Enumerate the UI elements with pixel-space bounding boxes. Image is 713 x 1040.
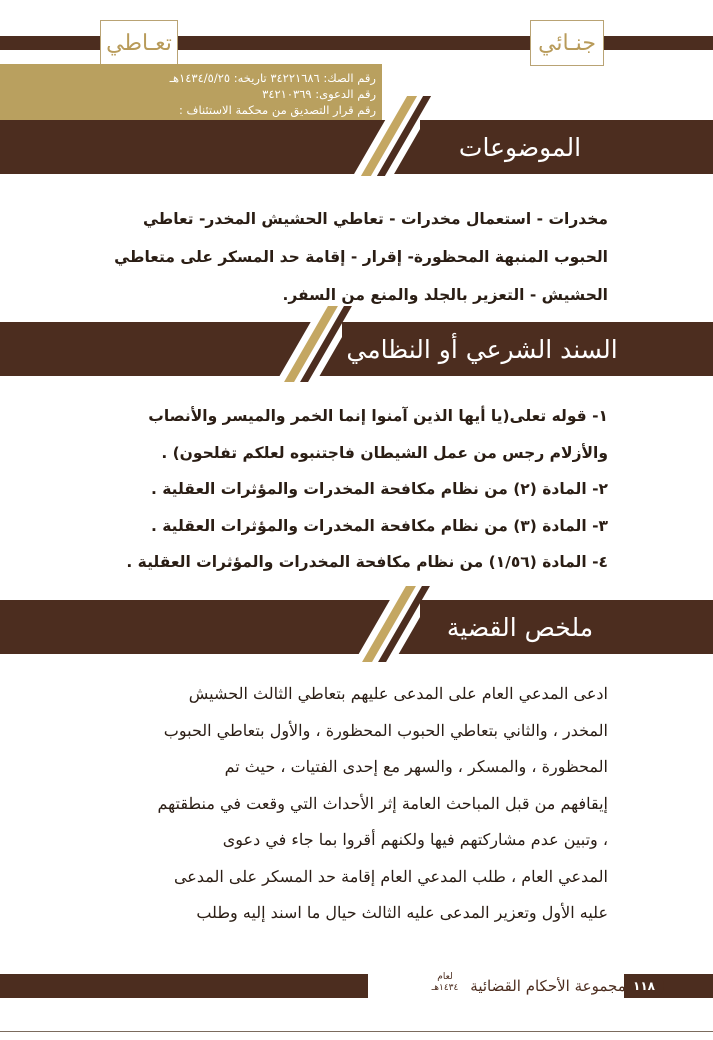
- year-label: لعام: [437, 972, 453, 982]
- legal-basis-item: ١- قوله تعلى(يا أيها الذين آمنوا إنما الخمر والميسر والأنصاب: [148, 407, 608, 425]
- page-bottom-rule: [0, 1031, 713, 1032]
- legal-basis-item: ٣- المادة (٣) من نظام مكافحة المخدرات والمؤثرات العقلية .: [150, 516, 608, 535]
- category-tag-left: تعـاطي: [100, 20, 178, 66]
- summary-line: المحظورة ، والمسكر ، والسهر مع إحدى الفتيات ، حيث تم: [224, 757, 608, 776]
- summary-line: المدعي العام ، طلب المدعي العام إقامة حد المسكر على المدعى: [173, 866, 608, 886]
- summary-line: ادعى المدعي العام على المدعى عليهم بتعاطي الثالث الحشيش: [188, 684, 608, 703]
- topics-line: مخدرات - استعمال مخدرات - تعاطي الحشيش المخدر- تعاطي: [142, 210, 608, 228]
- summary-line: إيقافهم من قبل المباحث العامة إثر الأحداث التي وقعت في منطقتهم: [157, 793, 608, 813]
- topics-heading: الموضوعات: [420, 120, 620, 174]
- summary-text: [100, 676, 608, 932]
- legal-basis-item: والأزلام رجس من عمل الشيطان فاجتنبوه لعلكم تفلحون) .: [161, 443, 608, 462]
- summary-heading: ملخص القضية: [420, 600, 620, 654]
- year-value: ١٤٣٤هـ: [431, 983, 459, 993]
- book-year: [420, 972, 470, 994]
- category-tag-right: جنـائي: [530, 20, 604, 66]
- page-number: ١١٨: [624, 974, 664, 998]
- deed-number: رقم الصك: ٣٤٢٢١٦٨٦ تاريخه: ١٤٣٤/٥/٢٥هـ: [169, 71, 376, 85]
- topics-line: الحشيش - التعزير بالجلد والمنع من السفر.: [282, 286, 608, 304]
- topics-line: الحبوب المنبهة المحظورة- إقرار - إقامة حد المسكر على متعاطي: [114, 248, 608, 266]
- summary-line: عليه الأول وتعزير المدعى عليه الثالث حيال ما اسند إليه وطلب: [196, 903, 608, 922]
- claim-number: رقم الدعوى: ٣٤٢١٠٣٦٩: [262, 87, 376, 101]
- summary-line: ، وتبين عدم مشاركتهم فيها ولكنهم أقروا بما جاء في دعوى: [222, 830, 608, 849]
- legal-basis-item: ٤- المادة (١/٥٦) من نظام مكافحة المخدرات والمؤثرات العقلية .: [126, 553, 608, 571]
- book-title: مجموعة الأحكام القضائية: [470, 977, 626, 995]
- legal-basis-item: ٢- المادة (٢) من نظام مكافحة المخدرات والمؤثرات العقلية .: [150, 480, 608, 498]
- legal-basis-heading: السند الشرعي أو النظامي: [342, 322, 622, 376]
- legal-basis-list: [100, 398, 608, 581]
- topics-text: [100, 200, 608, 314]
- appeal-decision-label: رقم قرار التصديق من محكمة الاستئناف :: [179, 103, 376, 117]
- summary-line: المخدر ، والثاني بتعاطي الحبوب المحظورة ، والأول بتعاطي الحبوب: [163, 720, 608, 740]
